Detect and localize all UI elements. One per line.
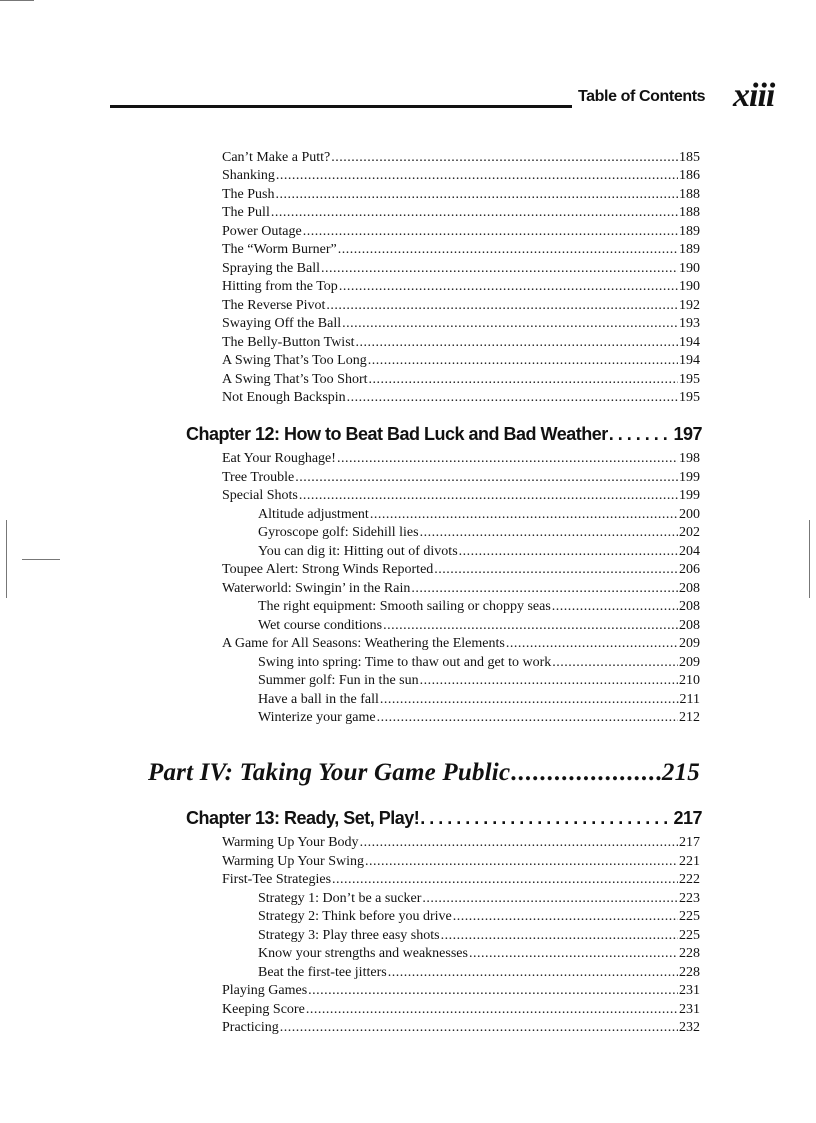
- toc-entry[interactable]: First-Tee Strategies ..... 222: [222, 871, 700, 889]
- header-rule: [110, 105, 572, 108]
- toc-entry[interactable]: Swaying Off the Ball ..... 193: [222, 315, 700, 333]
- toc-entry[interactable]: The Reverse Pivot ..... 192: [222, 297, 700, 315]
- toc-subentry[interactable]: You can dig it: Hitting out of divots ..... 204: [258, 543, 700, 561]
- toc-entry[interactable]: Practicing ..... 232: [222, 1019, 700, 1037]
- toc-entry[interactable]: Not Enough Backspin ..... 195: [222, 389, 700, 407]
- toc-subentry[interactable]: Have a ball in the fall ..... 211: [258, 691, 700, 709]
- toc-entry[interactable]: Playing Games ..... 231: [222, 982, 700, 1000]
- part-4-heading[interactable]: Part IV: Taking Your Game Public ..... 215: [148, 756, 700, 790]
- toc-subentry[interactable]: Wet course conditions ..... 208: [258, 617, 700, 635]
- crop-mark-left-vertical: [6, 520, 7, 598]
- toc-entry[interactable]: The Pull ..... 188: [222, 204, 700, 222]
- toc-subentry[interactable]: Beat the first-tee jitters ..... 228: [258, 964, 700, 982]
- chapter-13-heading[interactable]: Chapter 13: Ready, Set, Play! ..... 217: [186, 805, 702, 831]
- crop-mark-left-dash: [22, 559, 60, 560]
- toc-subentry[interactable]: Altitude adjustment ..... 200: [258, 506, 700, 524]
- running-header-title: Table of Contents: [578, 88, 706, 105]
- toc-entry[interactable]: Tree Trouble ..... 199: [222, 469, 700, 487]
- toc-entry[interactable]: Eat Your Roughage! ..... 198: [222, 450, 700, 468]
- toc-entry[interactable]: Power Outage ..... 189: [222, 223, 700, 241]
- toc-entry[interactable]: Can’t Make a Putt? ..... 185: [222, 149, 700, 167]
- crop-mark-top-left: [0, 0, 34, 1]
- toc-entry[interactable]: A Swing That’s Too Long ..... 194: [222, 352, 700, 370]
- toc-entry[interactable]: The Push ..... 188: [222, 186, 700, 204]
- toc-subentry[interactable]: Swing into spring: Time to thaw out and get to work ..... 209: [258, 654, 700, 672]
- toc-entry[interactable]: Hitting from the Top ..... 190: [222, 278, 700, 296]
- toc-entry[interactable]: Shanking ..... 186: [222, 167, 700, 185]
- toc-entry[interactable]: A Game for All Seasons: Weathering the Elements ..... 209: [222, 635, 700, 653]
- toc-subentry[interactable]: Summer golf: Fun in the sun ..... 210: [258, 672, 700, 690]
- toc-entry[interactable]: A Swing That’s Too Short ..... 195: [222, 371, 700, 389]
- crop-mark-right-vertical: [809, 520, 810, 598]
- toc-subentry[interactable]: Know your strengths and weaknesses ..... 228: [258, 945, 700, 963]
- toc-subentry[interactable]: Strategy 3: Play three easy shots ..... 225: [258, 927, 700, 945]
- page-number: xiii: [733, 77, 775, 114]
- toc-entry[interactable]: Warming Up Your Body ..... 217: [222, 834, 700, 852]
- toc-entry[interactable]: Warming Up Your Swing ..... 221: [222, 853, 700, 871]
- toc-subentry[interactable]: Gyroscope golf: Sidehill lies ..... 202: [258, 524, 700, 542]
- toc-entry[interactable]: Waterworld: Swingin’ in the Rain ..... 208: [222, 580, 700, 598]
- toc-entry[interactable]: The Belly-Button Twist ..... 194: [222, 334, 700, 352]
- toc-subentry[interactable]: Strategy 1: Don’t be a sucker ..... 223: [258, 890, 700, 908]
- toc-subentry[interactable]: Winterize your game ..... 212: [258, 709, 700, 727]
- toc-entry[interactable]: Toupee Alert: Strong Winds Reported ..... 206: [222, 561, 700, 579]
- toc-entry[interactable]: Spraying the Ball ..... 190: [222, 260, 700, 278]
- toc-entry[interactable]: The “Worm Burner” ..... 189: [222, 241, 700, 259]
- chapter-12-heading[interactable]: Chapter 12: How to Beat Bad Luck and Bad Weather ..... 197: [186, 421, 702, 447]
- toc-entry[interactable]: Keeping Score ..... 231: [222, 1001, 700, 1019]
- toc-entry[interactable]: Special Shots ..... 199: [222, 487, 700, 505]
- toc-subentry[interactable]: The right equipment: Smooth sailing or choppy seas ..... 208: [258, 598, 700, 616]
- toc-subentry[interactable]: Strategy 2: Think before you drive ..... 225: [258, 908, 700, 926]
